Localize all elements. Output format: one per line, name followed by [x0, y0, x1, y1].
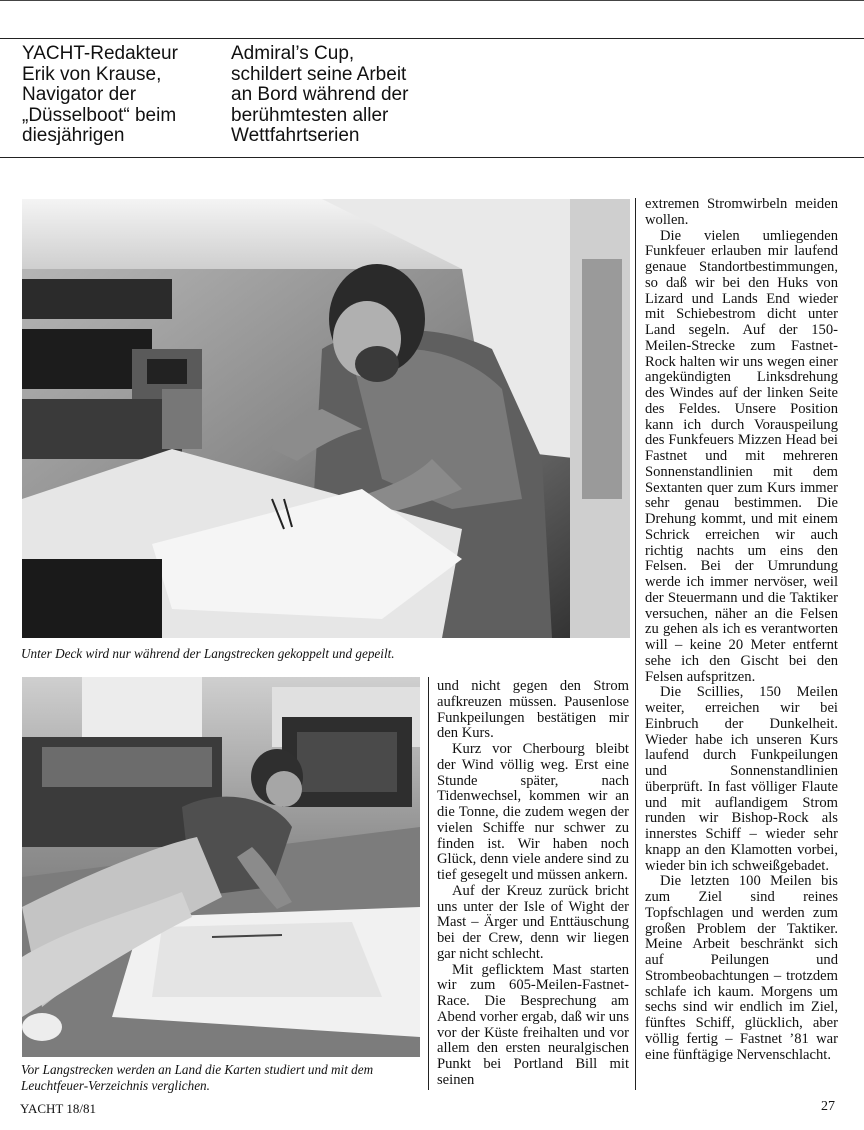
header-left-line: diesjährigen: [22, 125, 125, 146]
photo-charts-on-floor: [22, 677, 420, 1057]
photo-navigator-chart-table: [22, 199, 630, 638]
paragraph: und nicht gegen den Strom aufkreuzen müssen. Pausenlose Funkpeilungen bestätigen mir den Kurs.: [437, 678, 629, 742]
header-right-line: Admiral’s Cup,: [231, 43, 355, 64]
header-left-line: „Düsselboot“ beim: [22, 104, 177, 126]
header-right-line: schildert seine Arbeit: [231, 63, 407, 85]
paragraph: Die Scillies, 150 Meilen weiter, erreichen wir bei Einbruch der Dunkelheit. Wieder habe ich unseren Kurs laufend durch Funkpeilungen und Sonnenstandlinien überprüft. In fast völliger Flaute und mit auflandigem Strom runden wir Bishop-Rock als innerstes Schiff – wieder sehr knapp an den Klamotten vorbei, wieder bin ich schweißgebadet.: [645, 684, 838, 874]
paragraph: Die vielen umliegenden Funkfeuer erlauben mir laufend genaue Standortbestimmungen, so daß wir bei den Huks von Lizard und Lands End wieder mit Schiebestrom dicht unter Land segeln. Auf der 150-Meilen-Strecke zum Fastnet-Rock halten wir uns wegen einer angekündigten Linksdrehung des Windes auf der linken Seite des Feldes. Unsere Position kann ich durch Vorauspeilung des Funkfeuers Mizzen Head bei Fastnet und mit mehreren Sonnenstandlinien mit dem Sextanten quer zum Kurs immer sehr genau bestimmen. Die Drehung kommt, und mit einem Schrick erreichen wir auch richtig nachts um eins den Felsen. Bei der Umrundung werde ich immer nervöser, weil der Steuermann und die Taktiker versuchen, näher an die Felsen zu gehen als ich es verantworten will – keine 20 Meter entfernt sehe ich den Gischt bei den Felsen aufspritzen.: [645, 227, 838, 685]
header-right-line: berühmtesten aller: [231, 104, 389, 126]
footer-magazine-issue: YACHT 18/81: [20, 1101, 96, 1116]
middle-column: [437, 679, 629, 1089]
paragraph: Mit geflicktem Mast starten wir zum 605-Meilen-Fastnet-Race. Die Besprechung am Abend vorher ergab, daß wir uns vor der Küste freihalten und vor allem den ersten neuralgischen Punkt bei Portland Bill mit seinen: [437, 961, 629, 1088]
header-left: [22, 44, 178, 147]
header-right-line: an Bord während der: [231, 84, 409, 105]
photo2-caption: Vor Langstrecken werden an Land die Karten studiert und mit dem Leuchtfeuer-Verzeichnis verglichen.: [21, 1062, 374, 1093]
page-number: 27: [821, 1099, 835, 1114]
header-left-line: Erik von Krause,: [22, 63, 162, 85]
column-divider-right: [635, 198, 636, 1090]
header-right-line: Wettfahrtserien: [231, 125, 360, 146]
header-top-rule: [0, 38, 864, 39]
column-divider-middle: [428, 677, 429, 1090]
photo1-caption: Unter Deck wird nur während der Langstrecken gekoppelt und gepeilt.: [21, 646, 395, 661]
top-edge-rule: [0, 0, 864, 1]
paragraph: Die letzten 100 Meilen bis zum Ziel sind reines Topfschlagen und werden zum großen Problem der Taktiker. Meine Arbeit beschränkt sich auf Peilungen und Strombeobachtungen – trotzdem schlafe ich kaum. Morgens um sechs sind wir endlich im Ziel, fünftes Schiff, glücklich, aber völlig fertig – Fastnet ’81 war eine fünftägige Nervenschlacht.: [645, 873, 838, 1063]
header-right: [231, 44, 408, 147]
paragraph: extremen Stromwirbeln meiden wollen.: [645, 196, 838, 228]
paragraph: Kurz vor Cherbourg bleibt der Wind völlig weg. Erst eine Stunde später, nach Tidenwechsel, kommen wir an die Tonne, die zudem wegen der vielen Schiffe nur schwer zu finden ist. Wir haben noch Glück, denn viele andere sind zu tief gesegelt und müssen ankern.: [437, 741, 629, 883]
header-left-line: YACHT-Redakteur: [22, 43, 178, 64]
header-left-line: Navigator der: [22, 84, 137, 105]
right-column: [645, 197, 838, 1063]
header-bottom-rule: [0, 157, 864, 158]
paragraph: Auf der Kreuz zurück bricht uns unter der Isle of Wight der Mast – Ärger und Enttäuschung bei der Crew, denn wir liegen gar nicht schlecht.: [437, 882, 629, 962]
